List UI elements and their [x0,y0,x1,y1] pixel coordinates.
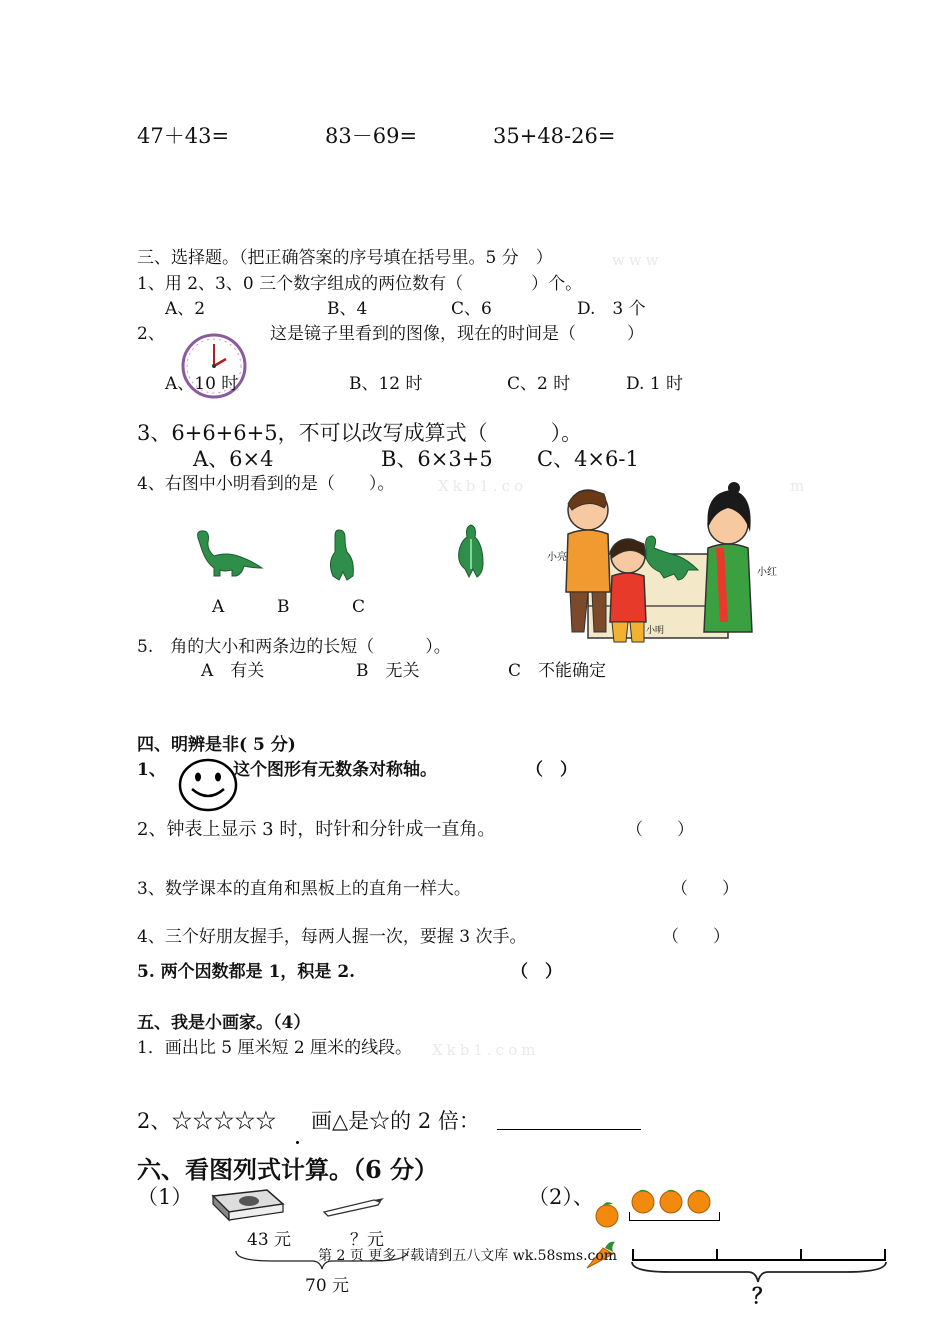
calc-q1: 47＋43= [137,124,230,148]
q3-1-stem: 1、用 2、3、0 三个数字组成的两位数有（ ）个。 [137,274,583,294]
bracket-tick [719,1212,720,1220]
smiley-face-icon [177,757,239,813]
pen-icon [320,1196,386,1218]
q3-4-option-a: A [212,597,225,617]
label-xiaoming: 小明 [646,626,665,636]
watermark: Xkb1.co [438,477,528,495]
q4-2-answer-paren: （ ） [626,820,694,840]
q4-1-text: 这个图形有无数条对称轴。 [233,760,437,780]
watermark: www [612,251,663,269]
q3-3-option-b: B、6×3+5 [381,447,493,471]
s6-part-2-label: （2）、 [528,1185,594,1209]
oranges-picture [593,1188,723,1228]
section-5-title: 五、我是小画家。（4） [137,1013,311,1033]
children-viewing-dinosaur-illustration [548,482,754,644]
q5-1-text: 1．画出比 5 厘米短 2 厘米的线段。 [137,1038,413,1058]
page-footer: 第 2 页 更多下载请到五八文库 wk.58sms.com [318,1248,618,1264]
price-book: 43 元 [247,1230,292,1250]
q3-4-option-c: C [352,597,366,617]
dot-mark [296,1141,299,1144]
q3-1-option-b: B、4 [327,299,368,319]
dinosaur-back-view-icon [453,523,489,579]
q3-5-stem: 5. 角的大小和两条边的长短（ ）。 [137,637,451,657]
q3-3-stem: 3、6+6+6+5，不可以改写成算式（ ）。 [137,421,583,445]
total-price: 70 元 [305,1276,350,1296]
q5-2-stars: 2、☆☆☆☆☆ [137,1109,277,1133]
q4-4-answer-paren: （ ） [662,927,730,947]
total-brace [630,1260,888,1284]
q4-3-text: 3、数学课本的直角和黑板上的直角一样大。 [137,879,471,899]
q3-2-option-d: D. 1 时 [626,374,684,394]
unknown-question-mark: ？ [752,1283,773,1308]
q3-5-option-a: A 有关 [201,661,265,681]
price-pen: ？元 [350,1230,384,1250]
book-icon [207,1186,287,1224]
section-4-title: 四、明辨是非( 5 分) [137,735,296,755]
calc-q2: 83－69= [325,124,418,148]
label-xiaoliang: 小亮 [547,552,567,563]
q4-3-answer-paren: （ ） [671,879,739,899]
q3-1-option-a: A、2 [165,299,206,319]
s6-part-1-label: （1） [137,1185,193,1209]
q4-1-number: 1、 [137,760,166,780]
answer-blank-line [497,1129,641,1130]
watermark: m [790,477,809,495]
q4-1-answer-paren: （ ） [526,760,577,780]
q3-4-option-b: B [277,597,290,617]
q3-5-option-c: C 不能确定 [508,661,607,681]
q3-1-option-d: D. 3 个 [577,299,646,319]
dinosaur-side-view-icon [192,528,266,580]
calc-q3: 35+48-26= [493,124,616,148]
q4-5-answer-paren: （ ） [511,962,562,982]
q3-2-stem: 这是镜子里看到的图像，现在的时间是（ ） [270,324,644,344]
q3-5-option-b: B 无关 [356,661,420,681]
section-6-title: 六、看图列式计算。（6 分） [137,1155,439,1184]
q3-1-option-c: C、6 [451,299,492,319]
oranges-bracket-line [629,1220,720,1221]
section-3-title: 三、选择题。（把正确答案的序号填在括号里。5 分 ） [137,248,553,268]
q4-5-text: 5. 两个因数都是 1，积是 2. [137,962,356,982]
q3-2-number: 2、 [137,324,165,344]
watermark: Xkb1.com [432,1041,540,1059]
q4-4-text: 4、三个好朋友握手，每两人握一次，要握 3 次手。 [137,927,527,947]
q5-2-text: 画△是☆的 2 倍： [311,1109,480,1133]
q3-3-option-a: A、6×4 [193,447,274,471]
q3-3-option-c: C、4×6-1 [537,447,639,471]
q3-2-option-a: A、10 时 [165,374,239,394]
q4-2-text: 2、钟表上显示 3 时，时针和分针成一直角。 [137,819,496,840]
q3-4-stem: 4、右图中小明看到的是（ ）。 [137,474,395,494]
dinosaur-front-view-icon [323,528,359,582]
bracket-tick [629,1212,630,1220]
q3-2-option-c: C、2 时 [507,374,571,394]
q3-2-option-b: B、12 时 [349,374,423,394]
label-xiaohong: 小红 [757,567,777,578]
